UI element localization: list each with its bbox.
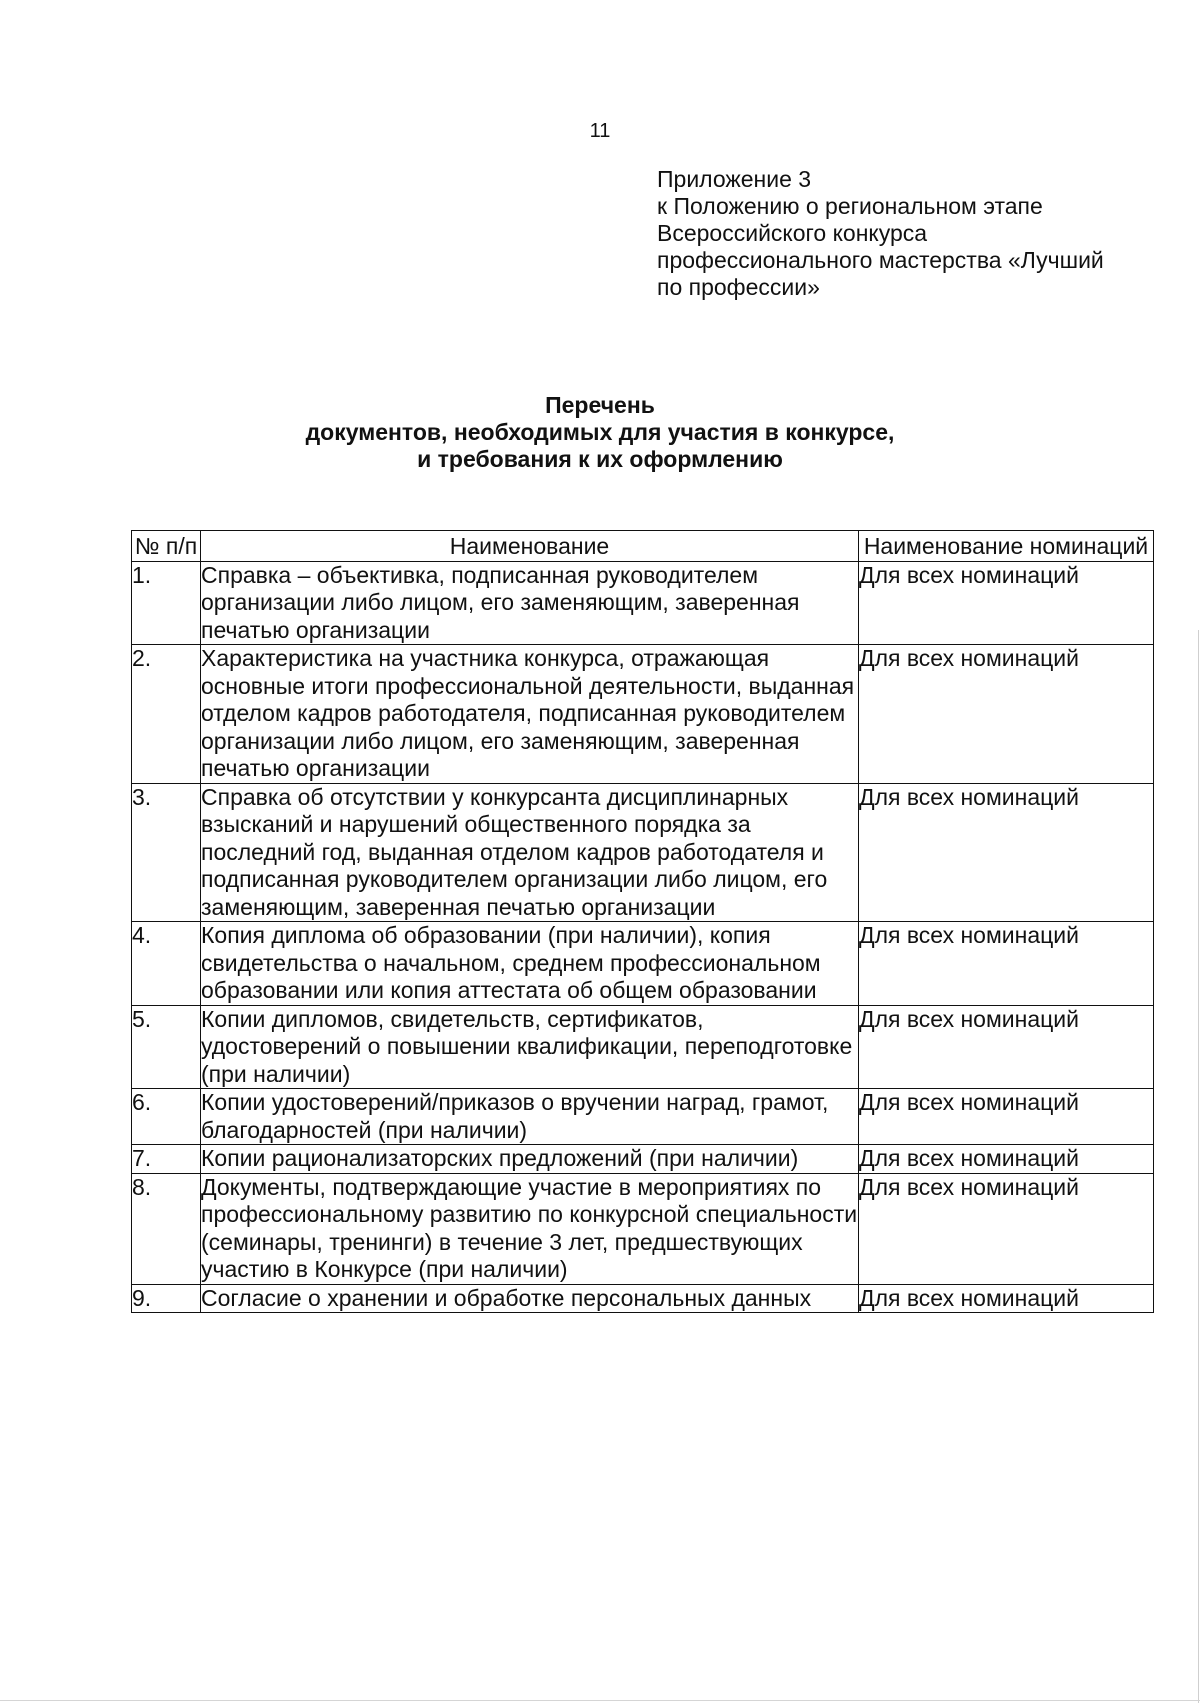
- table-row: [132, 1005, 1154, 1089]
- row-document-name: Характеристика на участника конкурса, отражающая основные итоги профессиональной деятельности, выданная отделом кадров работодателя, подписанная руководителем организации либо лицом, его заменяющим, заверенная печатью организации: [201, 645, 859, 784]
- row-number: 5.: [132, 1005, 201, 1089]
- row-document-name: Копии удостоверений/приказов о вручении наград, грамот, благодарностей (при наличии): [201, 1089, 859, 1145]
- header-nominations: Наименование номинаций: [859, 531, 1154, 562]
- appendix-line: к Положению о региональном этапе: [657, 193, 1043, 219]
- row-nominations: Для всех номинаций: [859, 561, 1154, 645]
- page-number: 11: [589, 120, 611, 142]
- table-row: [132, 1145, 1154, 1174]
- title-line: Перечень: [545, 392, 655, 418]
- appendix-line: Приложение 3: [657, 166, 812, 192]
- header-name: Наименование: [201, 531, 859, 562]
- scan-bottom-line: [0, 1700, 1200, 1701]
- row-number: 6.: [132, 1089, 201, 1145]
- row-nominations: Для всех номинаций: [859, 922, 1154, 1006]
- appendix-line: по профессии»: [657, 274, 820, 300]
- document-title: [0, 392, 1200, 473]
- table-row: [132, 561, 1154, 645]
- row-nominations: Для всех номинаций: [859, 645, 1154, 784]
- table-row: [132, 922, 1154, 1006]
- row-nominations: Для всех номинаций: [859, 1089, 1154, 1145]
- row-document-name: Справка – объективка, подписанная руководителем организации либо лицом, его заменяющим, заверенная печатью организации: [201, 561, 859, 645]
- row-document-name: Копия диплома об образовании (при наличии), копия свидетельства о начальном, среднем профессиональном образовании или копия аттестата об общем образовании: [201, 922, 859, 1006]
- appendix-line: Всероссийского конкурса: [657, 220, 928, 246]
- appendix-reference: [657, 166, 1157, 301]
- row-nominations: Для всех номинаций: [859, 1005, 1154, 1089]
- row-document-name: Копии рационализаторских предложений (при наличии): [201, 1145, 859, 1174]
- row-number: 9.: [132, 1284, 201, 1313]
- row-document-name: Копии дипломов, свидетельств, сертификатов, удостоверений о повышении квалификации, переподготовке (при наличии): [201, 1005, 859, 1089]
- header-num: № п/п: [132, 531, 201, 562]
- table-row: [132, 645, 1154, 784]
- row-nominations: Для всех номинаций: [859, 1145, 1154, 1174]
- scan-edge-line: [1198, 630, 1199, 1703]
- row-number: 3.: [132, 783, 201, 922]
- row-document-name: Справка об отсутствии у конкурсанта дисциплинарных взысканий и нарушений общественного порядка за последний год, выданная отделом кадров работодателя и подписанная руководителем организации либо лицом, его заменяющим, заверенная печатью организации: [201, 783, 859, 922]
- table-row: [132, 1284, 1154, 1313]
- title-line: документов, необходимых для участия в конкурсе,: [305, 419, 895, 445]
- row-number: 8.: [132, 1173, 201, 1284]
- row-number: 2.: [132, 645, 201, 784]
- table-header-row: [132, 531, 1154, 562]
- appendix-line: профессионального мастерства «Лучший: [657, 247, 1104, 273]
- table-row: [132, 1173, 1154, 1284]
- row-nominations: Для всех номинаций: [859, 1284, 1154, 1313]
- row-document-name: Согласие о хранении и обработке персональных данных: [201, 1284, 859, 1313]
- title-line: и требования к их оформлению: [417, 446, 783, 472]
- row-number: 7.: [132, 1145, 201, 1174]
- table-row: [132, 783, 1154, 922]
- row-nominations: Для всех номинаций: [859, 783, 1154, 922]
- row-number: 4.: [132, 922, 201, 1006]
- row-document-name: Документы, подтверждающие участие в мероприятиях по профессиональному развитию по конкурсной специальности (семинары, тренинги) в течение 3 лет, предшествующих участию в Конкурсе (при наличии): [201, 1173, 858, 1282]
- table-row: [132, 1089, 1154, 1145]
- row-number: 1.: [132, 561, 201, 645]
- documents-table: [131, 530, 1154, 1313]
- row-nominations: Для всех номинаций: [859, 1173, 1154, 1284]
